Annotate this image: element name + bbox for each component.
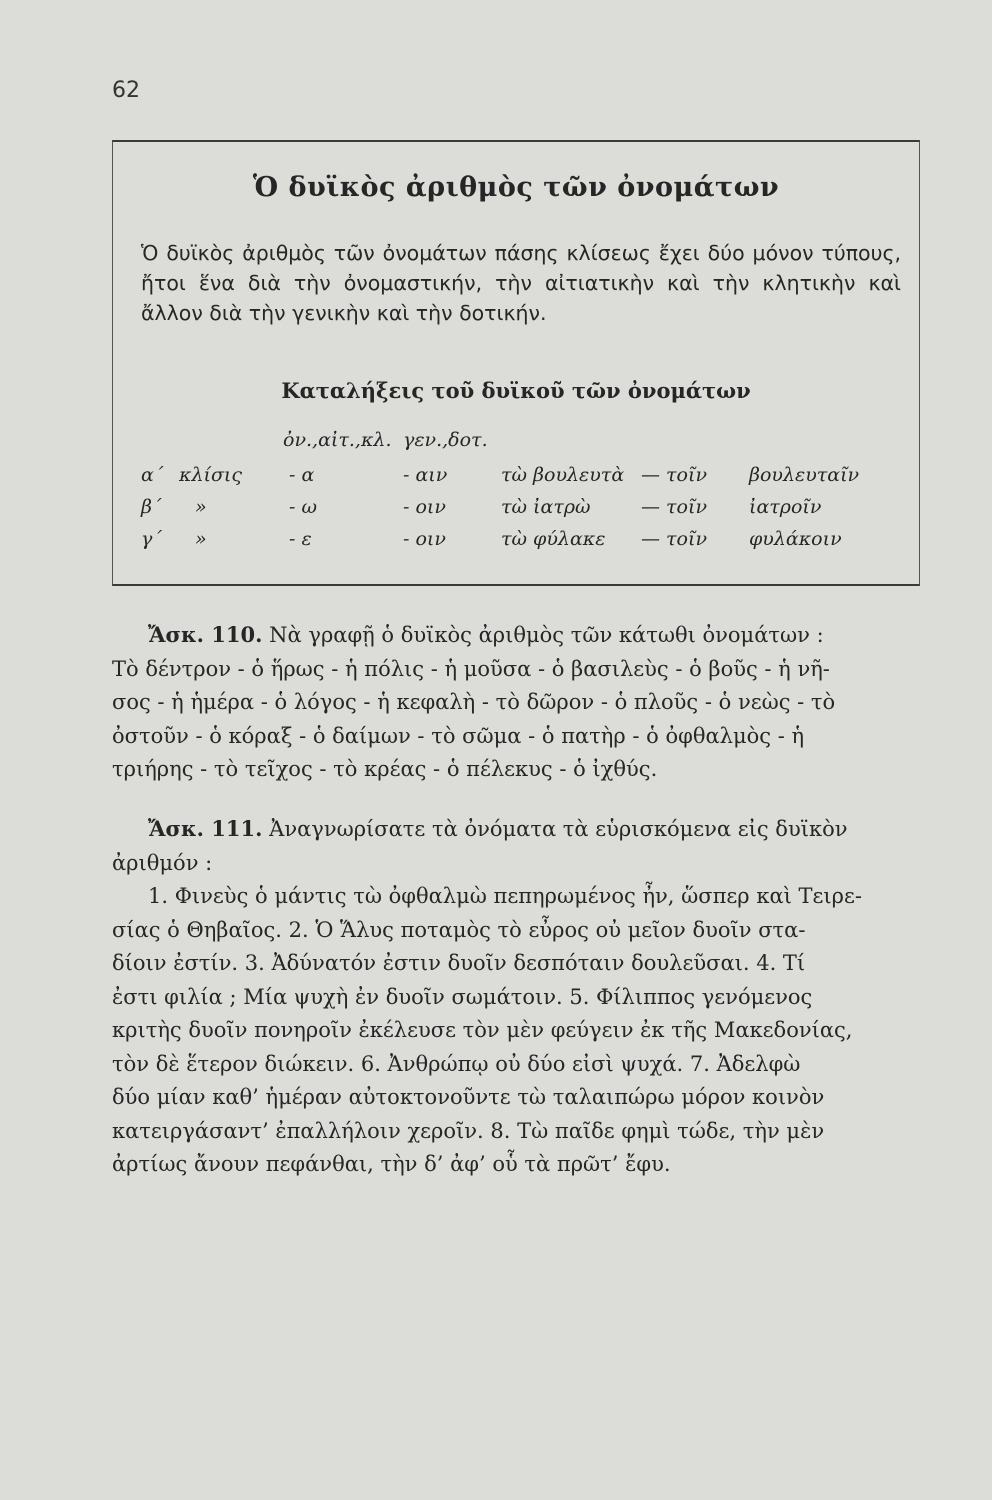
exercise-label: Ἄσκ. 110. <box>148 622 263 647</box>
exercise-111 <box>112 812 920 1182</box>
exercise-line: τριήρης - τὸ τεῖχος - τὸ κρέας - ὁ πέλεκυς - ὁ ἰχθύς. <box>112 757 658 781</box>
exercise-label: Ἄσκ. 111. <box>148 816 263 841</box>
exercise-line: σος - ἡ ἡμέρα - ὁ λόγος - ἡ κεφαλὴ - τὸ δῶρον - ὁ πλοῦς - ὁ νεὼς - τὸ <box>112 690 836 714</box>
grammar-box <box>112 140 920 586</box>
row-ordinal: α´ <box>141 464 164 486</box>
exercise-line: ἐστι φιλία ; Μία ψυχὴ ἐν δυοῖν σωμάτοιν. 5. Φίλιππος γενόμενος <box>112 984 813 1009</box>
row-ending-gen: - οιν <box>403 528 446 550</box>
row-ending-nom: - α <box>289 464 315 486</box>
exercise-line: σίας ὁ Θηβαῖος. 2. Ὁ Ἅλυς ποταμὸς τὸ εὖρος οὐ μεῖον δυοῖν στα- <box>112 917 806 942</box>
page-number: 62 <box>112 78 140 103</box>
row-example-article: — τοῖν <box>641 496 707 518</box>
endings-table-title: Καταλήξεις τοῦ δυϊκοῦ τῶν ὀνομάτων <box>281 378 751 403</box>
row-ending-gen: - αιν <box>403 464 448 486</box>
row-example-article: — τοῖν <box>641 528 707 550</box>
row-ending-nom: - ω <box>289 496 317 518</box>
row-ending-nom: - ε <box>289 528 312 550</box>
row-ending-gen: - οιν <box>403 496 446 518</box>
row-example-gen: φυλάκοιν <box>749 528 842 550</box>
header-gen-dat: γεν.,δοτ. <box>403 429 488 451</box>
exercise-line: Ἄσκ. 111. Ἀναγνωρίσατε τὰ ὀνόματα τὰ εὑρισκόμενα εἰς δυϊκὸν <box>148 816 848 841</box>
box-title: Ὁ δυϊκὸς ἀριθμὸς τῶν ὀνομάτων <box>252 172 780 203</box>
row-example-gen: βουλευταῖν <box>749 464 860 486</box>
exercise-line: τὸν δὲ ἕτερον διώκειν. 6. Ἀνθρώπῳ οὐ δύο εἰσὶ ψυχά. 7. Ἀδελφὼ <box>112 1051 801 1076</box>
exercise-line: κατειργάσαντ’ ἐπαλλήλοιν χεροῖν. 8. Τὼ παῖδε φημὶ τώδε, τὴν μὲν <box>112 1118 825 1143</box>
exercise-line: Τὸ δέντρον - ὁ ἥρως - ἡ πόλις - ἡ μοῦσα - ὁ βασιλεὺς - ὁ βοῦς - ἡ νῆ- <box>112 656 830 681</box>
row-label: κλίσις <box>179 464 243 486</box>
exercise-line: Ἄσκ. 110. Νὰ γραφῇ ὁ δυϊκὸς ἀριθμὸς τῶν κάτωθι ὀνομάτων : <box>148 622 824 647</box>
row-ordinal: γ´ <box>141 528 162 550</box>
row-label: » <box>195 528 207 550</box>
exercise-line: 1. Φινεὺς ὁ μάντις τὼ ὀφθαλμὼ πεπηρωμένος ἦν, ὥσπερ καὶ Τειρε- <box>148 884 862 908</box>
row-ordinal: β´ <box>141 496 162 518</box>
header-nom-acc-voc: ὀν.,αἰτ.,κλ. <box>283 429 392 451</box>
row-example-nom: τὼ βουλευτὰ <box>501 464 625 486</box>
exercise-line: ἀριθμόν : <box>112 850 213 875</box>
intro-paragraph: Ὁ δυϊκὸς ἀριθμὸς τῶν ὀνομάτων πάσης κλίσεως ἔχει δύο μόνον τύπους, ἤτοι ἕνα διὰ τὴν ὀνομαστικήν, τὴν αἰτιατικὴν καὶ τὴν κλητικὴν καὶ ἄλλον διὰ τὴν γενικὴν καὶ τὴν δοτικήν. <box>141 241 901 325</box>
exercise-line: κριτὴς δυοῖν πονηροῖν ἐκέλευσε τὸν μὲν φεύγειν ἐκ τῆς Μακεδονίας, <box>112 1018 853 1042</box>
exercise-line: δύο μίαν καθ’ ἡμέραν αὐτοκτονοῦντε τὼ ταλαιπώρω μόρον κοινὸν <box>112 1085 825 1109</box>
exercise-110 <box>112 618 920 787</box>
row-label: » <box>195 496 207 518</box>
row-example-nom: τὼ ἰατρὼ <box>501 496 591 518</box>
row-example-gen: ἰατροῖν <box>749 496 822 518</box>
row-example-nom: τὼ φύλακε <box>501 528 606 550</box>
exercise-line: ὀστοῦν - ὁ κόραξ - ὁ δαίμων - τὸ σῶμα - ὁ πατὴρ - ὁ ὀφθαλμὸς - ἡ <box>112 723 805 748</box>
exercise-line: δίοιν ἐστίν. 3. Ἀδύνατόν ἐστιν δυοῖν δεσπόταιν δουλεῦσαι. 4. Τί <box>112 951 806 975</box>
row-example-article: — τοῖν <box>641 464 707 486</box>
exercise-line: ἀρτίως ἄνουν πεφάνθαι, τὴν δ’ ἀφ’ οὗ τὰ πρῶτ’ ἔφυ. <box>112 1152 671 1176</box>
